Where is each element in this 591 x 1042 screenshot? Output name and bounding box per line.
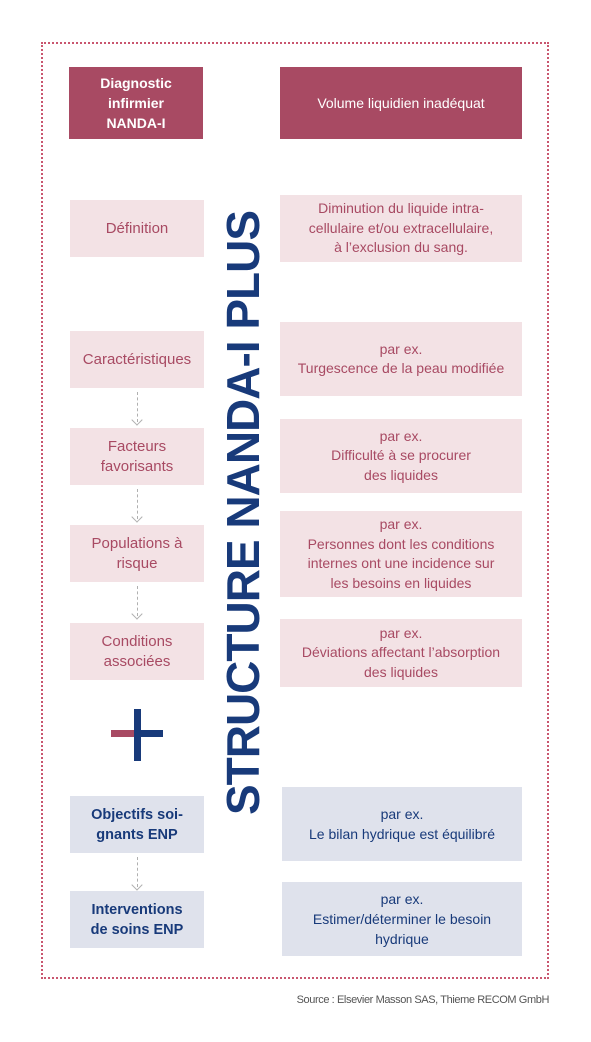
definition-value: Diminution du liquide intra- cellulaire et/ou extracellulaire, à l’exclusion du sang. <box>308 200 494 256</box>
characteristics-label-box <box>70 331 204 388</box>
down-arrow-icon <box>137 392 138 422</box>
enp-interventions-value: par ex. Estimer/déterminer le besoin hydrique <box>312 891 492 947</box>
characteristics-value: par ex. Turgescence de la peau modifiée <box>297 340 505 376</box>
vertical-title-text: STRUCTURE NANDA-I PLUS <box>217 210 269 816</box>
characteristics-value-box <box>280 322 522 396</box>
enp-interventions-label-box <box>70 891 204 948</box>
definition-label: Définition <box>105 219 169 237</box>
down-arrow-icon <box>137 489 138 519</box>
related-factors-label: Facteurs favorisants <box>100 437 174 475</box>
diagnosis-title: Volume liquidien inadéquat <box>317 95 485 111</box>
down-arrow-icon <box>137 857 138 887</box>
at-risk-populations-value-box <box>280 511 522 597</box>
definition-label-box <box>70 200 204 257</box>
associated-conditions-label-box <box>70 623 204 680</box>
enp-interventions-value-box <box>282 882 522 956</box>
at-risk-populations-label: Populations à risque <box>91 534 183 572</box>
associated-conditions-value-box <box>280 619 522 687</box>
diagnosis-title-box <box>280 67 522 139</box>
associated-conditions-label: Conditions associées <box>101 632 173 670</box>
enp-goals-label: Objectifs soi- gnants ENP <box>91 806 183 843</box>
plus-horizontal-bar-right <box>137 730 163 737</box>
enp-goals-label-box <box>70 796 204 853</box>
enp-goals-value-box <box>282 787 522 861</box>
plus-icon <box>111 709 163 761</box>
nanda-diagnosis-header-label: Diagnostic infirmier NANDA-I <box>100 75 172 131</box>
nanda-diagnosis-header <box>69 67 203 139</box>
related-factors-label-box <box>70 428 204 485</box>
down-arrow-icon <box>137 586 138 616</box>
at-risk-populations-value: par ex. Personnes dont les conditions internes ont une incidence sur les besoins en liquides <box>307 516 495 591</box>
related-factors-value: par ex. Difficulté à se procurer des liquides <box>331 427 471 483</box>
related-factors-value-box <box>280 419 522 493</box>
characteristics-label: Caractéristiques <box>82 350 192 368</box>
definition-value-box <box>280 195 522 262</box>
source-credit: Source : Elsevier Masson SAS, Thieme RECOM GmbH <box>296 994 549 1006</box>
enp-goals-value: par ex. Le bilan hydrique est équilibré <box>308 806 495 842</box>
at-risk-populations-label-box <box>70 525 204 582</box>
enp-interventions-label: Interventions de soins ENP <box>90 901 184 938</box>
associated-conditions-value: par ex. Déviations affectant l’absorption des liquides <box>301 624 501 680</box>
